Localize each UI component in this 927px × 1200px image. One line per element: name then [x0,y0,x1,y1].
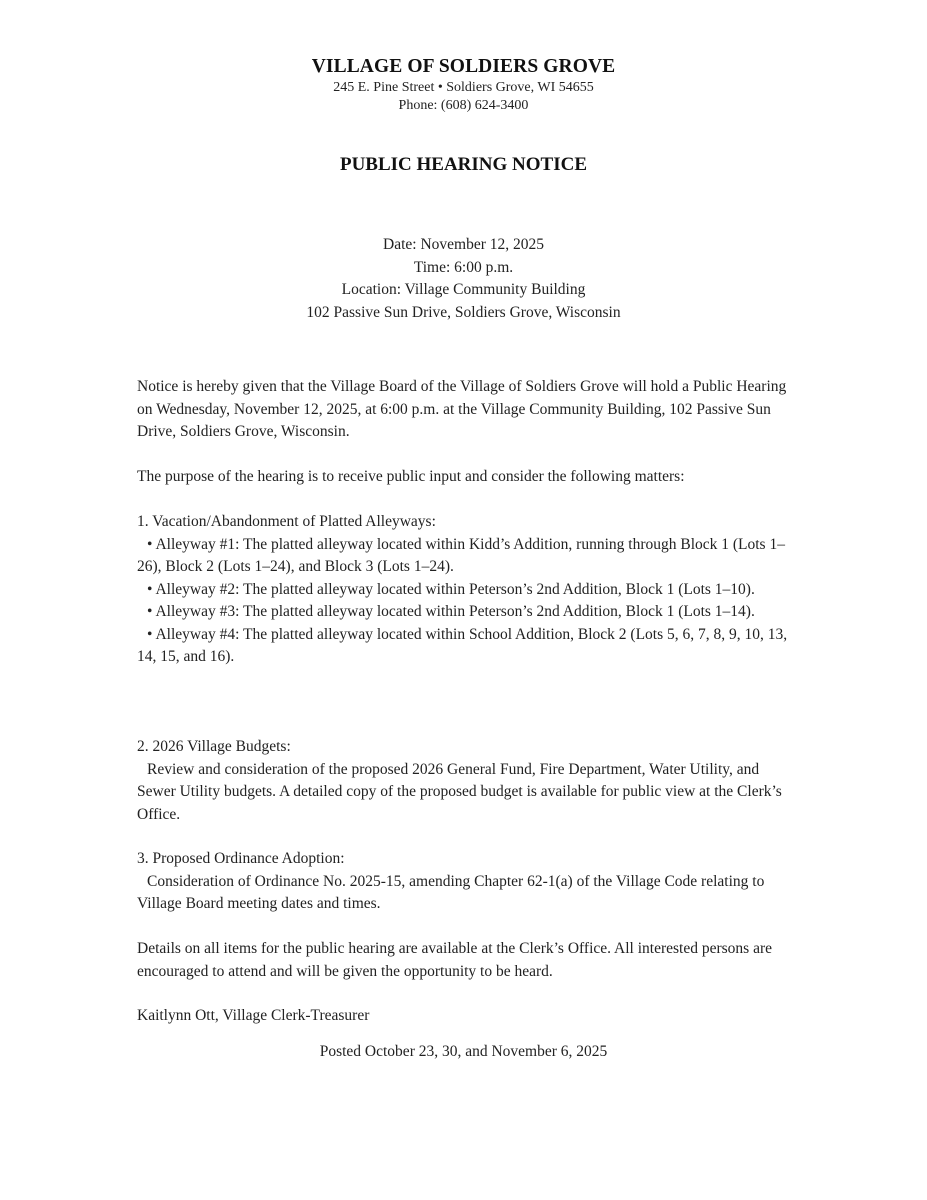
item-heading: 1. Vacation/Abandonment of Platted Alleyways: [137,513,436,530]
hearing-address: 102 Passive Sun Drive, Soldiers Grove, Wisconsin [306,303,621,321]
alleyway-4-bullet: • Alleyway #4: The platted alleyway located within School Addition, Block 2 (Lots 5, 6, 7, 8, 9, 10, 13, 14, 15, and 16). [137,625,788,665]
hearing-time: Time: 6:00 p.m. [413,258,514,276]
clerk-signature: Kaitlynn Ott, Village Clerk-Treasurer [137,1007,370,1024]
organization-name: VILLAGE OF SOLDIERS GROVE [311,56,616,77]
alleyway-1-bullet: • Alleyway #1: The platted alleyway located within Kidd’s Addition, running through Block 1 (Lots 1–26), Block 2 (Lots 1–24), and Block 3 (Lots 1–24). [137,535,785,575]
purpose-paragraph: The purpose of the hearing is to receive public input and consider the following matters: [137,468,685,485]
posted-dates: Posted October 23, 30, and November 6, 2025 [319,1043,608,1060]
intro-paragraph: Notice is hereby given that the Village Board of the Village of Soldiers Grove will hold a Public Hearing on Wednesday, November 12, 2025, at 6:00 p.m. at the Village Community Building, 102 Passive Sun Drive, Soldiers Grove, Wisconsin. [137,378,787,440]
item-description: Review and consideration of the proposed 2026 General Fund, Fire Department, Water Utility, and Sewer Utility budgets. A detailed copy of the proposed budget is available for public view at the Clerk’s Office. [137,760,782,823]
notice-title: PUBLIC HEARING NOTICE [339,154,588,175]
item-alleyways [137,511,797,669]
hearing-details [0,234,927,324]
organization-address: 245 E. Pine Street • Soldiers Grove, WI 54655 [333,80,594,95]
item-heading: 3. Proposed Ordinance Adoption: [137,850,345,867]
details-paragraph: Details on all items for the public hearing are available at the Clerk’s Office. All interested persons are encouraged to attend and will be given the opportunity to be heard. [137,940,772,980]
alleyway-2-bullet: • Alleyway #2: The platted alleyway located within Peterson’s 2nd Addition, Block 1 (Lots 1–10). [147,580,755,598]
item-heading: 2. 2026 Village Budgets: [137,738,291,755]
item-ordinance [137,848,797,916]
hearing-date: Date: November 12, 2025 [383,236,544,253]
item-budgets [137,736,797,826]
hearing-location: Location: Village Community Building [341,281,586,298]
alleyway-3-bullet: • Alleyway #3: The platted alleyway located within Peterson’s 2nd Addition, Block 1 (Lots 1–14). [147,603,755,620]
item-description: Consideration of Ordinance No. 2025-15, amending Chapter 62-1(a) of the Village Code relating to Village Board meeting dates and times. [137,872,765,912]
organization-phone: Phone: (608) 624-3400 [398,98,529,113]
